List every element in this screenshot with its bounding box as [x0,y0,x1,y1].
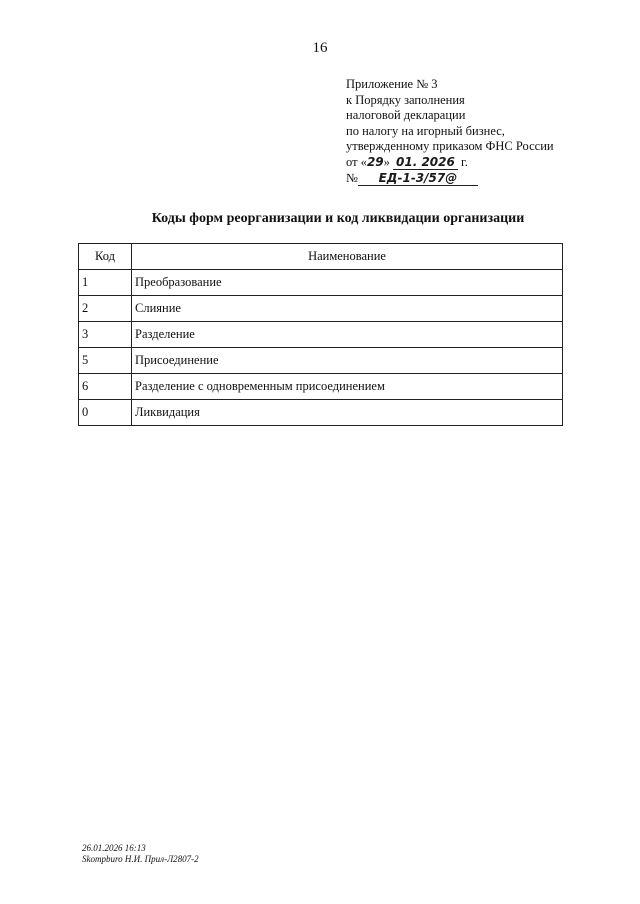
number-value: ЕД-1-3/57@ [358,172,478,186]
row-name: Преобразование [132,270,563,296]
row-name: Разделение с одновременным присоединением [132,374,563,400]
date-prefix: от « [346,154,367,169]
row-name: Ликвидация [132,400,563,426]
appendix-block [346,77,554,186]
date-mid: » [383,154,390,169]
footer-stamp [82,843,199,864]
date-day: 29 [366,154,384,169]
table-row [79,270,563,296]
table-row [79,348,563,374]
header-code: Код [79,244,132,270]
row-code: 2 [79,296,132,322]
number-prefix: № [346,170,358,185]
header-name: Наименование [132,244,563,270]
table-row [79,400,563,426]
date-suffix: г. [460,154,468,169]
row-code: 6 [79,374,132,400]
codes-table [78,243,563,426]
document-title: Коды форм реорганизации и код ликвидации организации [151,211,525,226]
appendix-number-line [346,171,554,187]
appendix-line-3: налоговой декларации [346,108,466,123]
table-header-row [79,244,563,270]
appendix-line-1: Приложение № 3 [346,77,438,91]
appendix-line-4: по налогу на игорный бизнес, [346,123,505,138]
row-name: Присоединение [132,348,563,374]
footer-line-1: 26.01.2026 16:13 [82,843,146,853]
table-row [79,322,563,348]
table-row [79,296,563,322]
date-month-year: 01. 2026 [393,156,458,170]
table-row [79,374,563,400]
page-number: 16 [312,40,328,56]
appendix-line-5: утвержденному приказом ФНС России [346,139,554,154]
row-code: 0 [79,400,132,426]
row-name: Разделение [132,322,563,348]
footer-line-2: Skompburo Н.И. Прил-Л2807-2 [82,853,199,864]
row-code: 5 [79,348,132,374]
row-name: Слияние [132,296,563,322]
appendix-line-2: к Порядку заполнения [346,92,465,107]
row-code: 3 [79,322,132,348]
row-code: 1 [79,270,132,296]
appendix-date-line [346,155,554,171]
